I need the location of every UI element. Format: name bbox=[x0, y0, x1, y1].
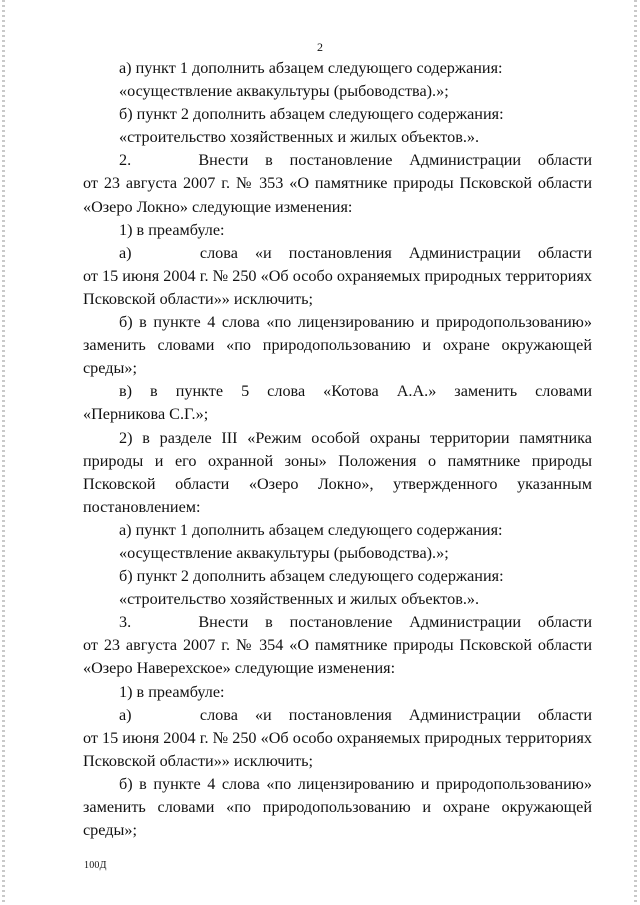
paragraph bbox=[83, 542, 592, 565]
page-number: 2 bbox=[317, 40, 323, 54]
paragraph bbox=[83, 519, 592, 542]
paragraph bbox=[83, 704, 592, 773]
text-line: «Перникова С.Г.»; bbox=[83, 405, 209, 424]
text-line: а) слова «и постановления Администрации области bbox=[119, 705, 592, 724]
text-line: б) пункт 2 дополнить абзацем следующего содержания: bbox=[119, 105, 504, 124]
text-line: а) пункт 1 дополнить абзацем следующего содержания: bbox=[119, 520, 503, 539]
text-line: 1) в преамбуле: bbox=[119, 220, 225, 239]
text-line: «осуществление аквакультуры (рыбоводства).»; bbox=[119, 543, 449, 562]
text-line: «строительство хозяйственных и жилых объектов.». bbox=[119, 590, 480, 609]
text-line: «Озеро Наверехское» следующие изменения: bbox=[83, 659, 396, 678]
text-line: 3. Внести в постановление Администрации области bbox=[119, 613, 592, 632]
text-line: постановлением: bbox=[83, 497, 201, 516]
text-line: «осуществление аквакультуры (рыбоводства).»; bbox=[119, 82, 449, 101]
paragraph bbox=[83, 311, 592, 380]
text-line: «Озеро Локно» следующие изменения: bbox=[83, 197, 353, 216]
text-line: а) пункт 1 дополнить абзацем следующего содержания: bbox=[119, 59, 503, 77]
paragraph bbox=[83, 57, 592, 80]
text-line: в) в пункте 5 слова «Котова А.А.» заменить словами bbox=[119, 382, 592, 401]
text-line: от 23 августа 2007 г. № 353 «О памятнике природы Псковской области bbox=[83, 174, 592, 193]
text-line: б) в пункте 4 слова «по лицензированию и природопользованию» bbox=[119, 313, 592, 332]
paragraph bbox=[83, 80, 592, 103]
text-line: заменить словами «по природопользованию и охране окружающей bbox=[83, 336, 592, 355]
paragraph bbox=[83, 565, 592, 588]
paragraph bbox=[83, 611, 592, 680]
text-line: среды»; bbox=[83, 821, 137, 840]
text-line: 2. Внести в постановление Администрации области bbox=[119, 151, 592, 170]
scan-edge-right bbox=[634, 0, 637, 905]
paragraph bbox=[83, 427, 592, 519]
text-line: от 15 июня 2004 г. № 250 «Об особо охраняемых природных территориях bbox=[83, 266, 592, 285]
text-line: б) в пункте 4 слова «по лицензированию и природопользованию» bbox=[119, 774, 592, 793]
paragraph bbox=[83, 126, 592, 149]
footer-code: 100Д bbox=[84, 860, 107, 871]
text-line: Псковской области»» исключить; bbox=[83, 751, 313, 770]
text-line: от 23 августа 2007 г. № 354 «О памятнике природы Псковской области bbox=[83, 636, 592, 655]
text-line: заменить словами «по природопользованию и охране окружающей bbox=[83, 798, 592, 816]
text-line: среды»; bbox=[83, 359, 137, 378]
text-line: Псковской области «Озеро Локно», утвержденного указанным bbox=[83, 474, 592, 493]
paragraph bbox=[83, 149, 592, 218]
text-line: от 15 июня 2004 г. № 250 «Об особо охраняемых природных территориях bbox=[83, 728, 592, 747]
paragraph bbox=[83, 773, 592, 842]
text-line: б) пункт 2 дополнить абзацем следующего содержания: bbox=[119, 567, 504, 586]
text-line: 2) в разделе III «Режим особой охраны территории памятника bbox=[119, 428, 592, 447]
text-line: «строительство хозяйственных и жилых объектов.». bbox=[119, 128, 480, 147]
paragraph bbox=[83, 681, 592, 704]
paragraph bbox=[83, 242, 592, 311]
text-line: природы и его охранной зоны» Положения о памятнике природы bbox=[83, 451, 592, 470]
text-line: а) слова «и постановления Администрации области bbox=[119, 243, 592, 262]
paragraph bbox=[83, 588, 592, 611]
document-body bbox=[83, 57, 592, 842]
paragraph bbox=[83, 103, 592, 126]
text-line: 1) в преамбуле: bbox=[119, 682, 225, 701]
paragraph bbox=[83, 219, 592, 242]
text-line: Псковской области»» исключить; bbox=[83, 289, 313, 308]
scan-edge-left bbox=[2, 0, 5, 905]
paragraph bbox=[83, 380, 592, 426]
